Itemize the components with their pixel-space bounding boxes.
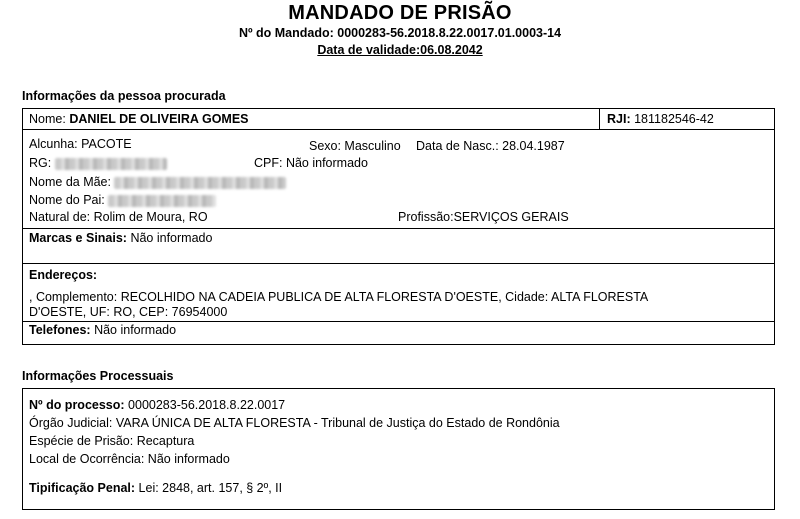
- profissao: Profissão:SERVIÇOS GERAIS: [398, 210, 569, 224]
- rg-label: RG:: [29, 156, 52, 170]
- details-block: [23, 129, 774, 229]
- person-info-box: [22, 108, 775, 345]
- section-title-pessoa: Informações da pessoa procurada: [22, 89, 226, 103]
- processo-label: Nº do processo:: [29, 398, 125, 412]
- pai-redacted: [108, 195, 216, 207]
- mae-redacted: [114, 177, 286, 189]
- sexo: Sexo: Masculino: [309, 139, 401, 153]
- tipificacao-value: Lei: 2848, art. 157, § 2º, II: [138, 481, 283, 495]
- pai-label: Nome do Pai:: [29, 193, 105, 207]
- local-ocorrencia: Local de Ocorrência: Não informado: [29, 452, 230, 466]
- enderecos-row: [23, 263, 774, 322]
- tipificacao-label: Tipificação Penal:: [29, 481, 136, 495]
- person-name: DANIEL DE OLIVEIRA GOMES: [69, 112, 249, 126]
- data-nascimento: Data de Nasc.: 28.04.1987: [416, 139, 565, 153]
- marcas-value: Não informado: [130, 231, 213, 245]
- orgao-judicial: Órgão Judicial: VARA ÚNICA DE ALTA FLORESTA - Tribunal de Justiça do Estado de Rondônia: [29, 416, 560, 430]
- rg-redacted: [55, 158, 167, 170]
- especie-prisao: Espécie de Prisão: Recaptura: [29, 434, 195, 448]
- mandado-number: Nº do Mandado: 0000283-56.2018.8.22.0017.01.0003-14: [238, 26, 562, 40]
- endereco-line-2: D'OESTE, UF: RO, CEP: 76954000: [29, 305, 228, 319]
- processo-number: 0000283-56.2018.8.22.0017: [128, 398, 286, 412]
- alcunha: Alcunha: PACOTE: [29, 137, 132, 151]
- marcas-label: Marcas e Sinais:: [29, 231, 127, 245]
- cpf: CPF: Não informado: [254, 156, 368, 170]
- section-title-processo: Informações Processuais: [22, 369, 174, 383]
- endereco-line-1: , Complemento: RECOLHIDO NA CADEIA PUBLICA DE ALTA FLORESTA D'OESTE, Cidade: ALTA FLORESTA: [29, 290, 649, 304]
- telefones-value: Não informado: [94, 323, 177, 337]
- divider: [599, 109, 600, 129]
- name-row: [23, 109, 774, 130]
- enderecos-label: Endereços:: [29, 268, 98, 282]
- name-label: Nome:: [29, 112, 66, 126]
- mae-label: Nome da Mãe:: [29, 175, 111, 189]
- process-info-box: [22, 388, 775, 510]
- page-title: MANDADO DE PRISÃO: [288, 2, 512, 24]
- telefones-row: [23, 321, 774, 344]
- validity-date: Data de validade:06.08.2042: [317, 43, 483, 57]
- rji-value: 181182546-42: [634, 112, 714, 126]
- rji-label: RJI:: [607, 112, 631, 126]
- telefones-label: Telefones:: [29, 323, 91, 337]
- naturalidade: Natural de: Rolim de Moura, RO: [29, 210, 208, 224]
- marcas-row: [23, 228, 774, 264]
